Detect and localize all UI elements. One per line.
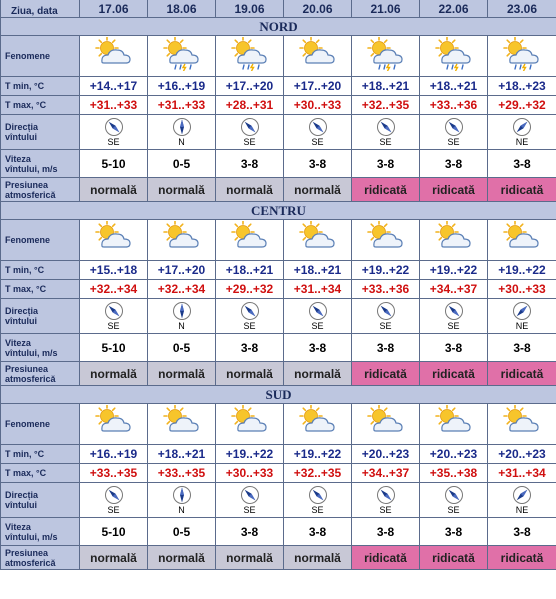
compass-se-icon — [104, 117, 124, 137]
wind-direction — [80, 301, 147, 331]
presiunea-label-line1: Presiunea — [5, 179, 49, 190]
directia-cell — [216, 299, 284, 334]
wind-direction — [216, 485, 283, 515]
cloud-sun-icon — [93, 37, 135, 71]
viteza-cell: 0-5 — [148, 334, 216, 362]
directia-label-line2: vîntului — [5, 316, 37, 326]
cloud-sun-icon — [365, 405, 407, 439]
compass-se-icon — [444, 301, 464, 321]
compass-se-icon — [376, 117, 396, 137]
wind-direction-text: SE — [379, 137, 392, 147]
compass-n-icon — [172, 485, 192, 505]
fenomene-label: Fenomene — [1, 404, 80, 445]
viteza-label-line1: Viteza — [5, 153, 31, 164]
tmin-cell: +20..+23 — [488, 445, 556, 464]
viteza-cell: 3-8 — [352, 150, 420, 178]
region-name: SUD — [1, 386, 556, 404]
cloud-sun-icon — [433, 221, 475, 255]
fenomene-cell — [284, 220, 352, 261]
compass-se-icon — [308, 301, 328, 321]
fenomene-cell — [284, 36, 352, 77]
cloud-sun-icon — [93, 405, 135, 439]
directia-cell — [284, 299, 352, 334]
viteza-cell: 0-5 — [148, 150, 216, 178]
tmax-row — [1, 280, 556, 299]
tmin-cell: +19..+22 — [488, 261, 556, 280]
fenomene-cell — [284, 404, 352, 445]
cloud-sun-icon — [229, 405, 271, 439]
viteza-label-line2: vîntului, m/s — [5, 531, 58, 542]
cloud-sun-icon — [297, 221, 339, 255]
tmin-row — [1, 77, 556, 96]
presiunea-label — [1, 178, 80, 202]
header-row — [1, 0, 556, 18]
viteza-label-line2: vîntului, m/s — [5, 347, 58, 358]
wind-direction-text: SE — [243, 505, 256, 515]
wind-direction-text: NE — [515, 321, 529, 331]
tmax-cell: +31..+34 — [284, 280, 352, 299]
presiunea-cell: normală — [216, 546, 284, 570]
directia-label-line1: Direcția — [5, 122, 39, 132]
tmax-cell: +35..+38 — [420, 464, 488, 483]
directia-label — [1, 299, 80, 334]
presiunea-cell: ridicată — [420, 546, 488, 570]
presiunea-cell: ridicată — [420, 178, 488, 202]
tmin-cell: +18..+21 — [352, 77, 420, 96]
tmin-cell: +15..+18 — [80, 261, 148, 280]
wind-direction — [352, 301, 419, 331]
fenomene-cell — [216, 220, 284, 261]
fenomene-label: Fenomene — [1, 36, 80, 77]
cloud-sun-icon — [161, 405, 203, 439]
directia-cell — [80, 299, 148, 334]
fenomene-cell — [80, 404, 148, 445]
presiunea-cell: normală — [148, 362, 216, 386]
directia-cell — [488, 299, 556, 334]
directia-cell — [148, 115, 216, 150]
date-21.06: 21.06 — [352, 0, 420, 18]
directia-cell — [488, 483, 556, 518]
viteza-cell: 3-8 — [352, 334, 420, 362]
presiunea-label-line2: atmosferică — [5, 189, 56, 200]
tmin-cell: +14..+17 — [80, 77, 148, 96]
presiunea-cell: normală — [80, 362, 148, 386]
fenomene-cell — [352, 36, 420, 77]
wind-direction — [488, 301, 556, 331]
viteza-cell: 3-8 — [216, 518, 284, 546]
tmax-cell: +32..+35 — [284, 464, 352, 483]
tmin-cell: +20..+23 — [352, 445, 420, 464]
region-row-sud — [1, 386, 556, 404]
tmax-cell: +32..+34 — [80, 280, 148, 299]
date-23.06: 23.06 — [488, 0, 556, 18]
wind-direction-text: SE — [447, 505, 460, 515]
wind-direction — [488, 485, 556, 515]
viteza-label-line1: Viteza — [5, 521, 31, 532]
fenomene-cell — [488, 404, 556, 445]
directia-cell — [420, 299, 488, 334]
viteza-cell: 3-8 — [488, 334, 556, 362]
tmax-cell: +30..+33 — [284, 96, 352, 115]
date-17.06: 17.06 — [80, 0, 148, 18]
region-row-nord — [1, 18, 556, 36]
tmin-cell: +18..+21 — [420, 77, 488, 96]
wind-direction — [352, 485, 419, 515]
presiunea-cell: ridicată — [488, 178, 556, 202]
tmin-label: T min, °C — [1, 77, 80, 96]
directia-cell — [148, 299, 216, 334]
directia-cell — [284, 483, 352, 518]
fenomene-cell — [420, 404, 488, 445]
presiunea-cell: ridicată — [352, 362, 420, 386]
directia-label-line1: Direcția — [5, 490, 39, 500]
presiunea-cell: normală — [284, 178, 352, 202]
presiunea-cell: ridicată — [352, 546, 420, 570]
presiunea-cell: normală — [284, 362, 352, 386]
viteza-cell: 3-8 — [488, 150, 556, 178]
viteza-row — [1, 150, 556, 178]
presiunea-cell: normală — [216, 178, 284, 202]
presiunea-cell: normală — [216, 362, 284, 386]
wind-direction — [488, 117, 556, 147]
tmin-cell: +19..+22 — [352, 261, 420, 280]
wind-direction-text: NE — [515, 137, 529, 147]
wind-direction — [284, 301, 351, 331]
compass-se-icon — [240, 117, 260, 137]
directia-label — [1, 115, 80, 150]
wind-direction — [148, 485, 215, 515]
presiunea-cell: ridicată — [488, 362, 556, 386]
tmin-label: T min, °C — [1, 261, 80, 280]
presiunea-label-line1: Presiunea — [5, 547, 49, 558]
tmax-cell: +32..+35 — [352, 96, 420, 115]
directia-cell — [420, 483, 488, 518]
presiunea-cell: ridicată — [352, 178, 420, 202]
fenomene-cell — [216, 404, 284, 445]
tmin-cell: +17..+20 — [284, 77, 352, 96]
compass-se-icon — [376, 301, 396, 321]
directia-cell — [284, 115, 352, 150]
wind-direction — [420, 485, 487, 515]
presiunea-label-line2: atmosferică — [5, 373, 56, 384]
directia-cell — [352, 483, 420, 518]
fenomene-cell — [352, 220, 420, 261]
viteza-cell: 3-8 — [488, 518, 556, 546]
cloud-sun-rain-thunder-icon — [229, 37, 271, 71]
wind-direction-text: NE — [515, 505, 529, 515]
viteza-cell: 3-8 — [216, 334, 284, 362]
compass-se-icon — [240, 301, 260, 321]
cloud-sun-rain-thunder-icon — [501, 37, 543, 71]
tmin-cell: +17..+20 — [148, 261, 216, 280]
compass-se-icon — [444, 117, 464, 137]
wind-direction-text: SE — [243, 321, 256, 331]
presiunea-row — [1, 362, 556, 386]
tmax-cell: +33..+35 — [80, 464, 148, 483]
viteza-cell: 0-5 — [148, 518, 216, 546]
viteza-row — [1, 334, 556, 362]
wind-direction-text: SE — [311, 321, 324, 331]
cloud-sun-rain-thunder-icon — [433, 37, 475, 71]
wind-direction — [420, 117, 487, 147]
directia-row — [1, 483, 556, 518]
directia-label — [1, 483, 80, 518]
wind-direction — [420, 301, 487, 331]
tmin-cell: +18..+21 — [284, 261, 352, 280]
region-name: NORD — [1, 18, 556, 36]
tmin-label: T min, °C — [1, 445, 80, 464]
presiunea-label-line2: atmosferică — [5, 557, 56, 568]
tmax-cell: +34..+37 — [352, 464, 420, 483]
compass-se-icon — [240, 485, 260, 505]
tmax-cell: +28..+31 — [216, 96, 284, 115]
tmin-row — [1, 261, 556, 280]
tmin-cell: +18..+21 — [148, 445, 216, 464]
fenomene-cell — [80, 220, 148, 261]
wind-direction — [216, 117, 283, 147]
wind-direction-text: SE — [107, 505, 120, 515]
cloud-sun-icon — [501, 221, 543, 255]
wind-direction — [148, 301, 215, 331]
wind-direction — [284, 485, 351, 515]
tmin-cell: +19..+22 — [216, 445, 284, 464]
viteza-cell: 5-10 — [80, 334, 148, 362]
compass-se-icon — [308, 117, 328, 137]
compass-ne-icon — [512, 485, 532, 505]
fenomene-cell — [420, 220, 488, 261]
tmax-label: T max, °C — [1, 280, 80, 299]
wind-direction-text: SE — [107, 321, 120, 331]
tmax-cell: +29..+32 — [488, 96, 556, 115]
tmax-cell: +30..+33 — [488, 280, 556, 299]
viteza-cell: 3-8 — [420, 518, 488, 546]
fenomene-row — [1, 36, 556, 77]
directia-cell — [80, 115, 148, 150]
wind-direction-text: N — [178, 137, 185, 147]
viteza-cell: 3-8 — [284, 150, 352, 178]
tmax-cell: +31..+33 — [80, 96, 148, 115]
tmin-cell: +16..+19 — [148, 77, 216, 96]
wind-direction — [80, 485, 147, 515]
compass-ne-icon — [512, 301, 532, 321]
wind-direction-text: SE — [447, 321, 460, 331]
presiunea-cell: normală — [80, 546, 148, 570]
tmax-cell: +30..+33 — [216, 464, 284, 483]
viteza-label-line2: vîntului, m/s — [5, 163, 58, 174]
tmax-cell: +32..+34 — [148, 280, 216, 299]
cloud-sun-rain-thunder-icon — [365, 37, 407, 71]
region-row-centru — [1, 202, 556, 220]
tmax-row — [1, 464, 556, 483]
cloud-sun-icon — [365, 221, 407, 255]
presiunea-cell: normală — [284, 546, 352, 570]
compass-n-icon — [172, 117, 192, 137]
presiunea-row — [1, 178, 556, 202]
tmin-cell: +16..+19 — [80, 445, 148, 464]
region-name: CENTRU — [1, 202, 556, 220]
fenomene-cell — [148, 404, 216, 445]
tmin-cell: +19..+22 — [420, 261, 488, 280]
viteza-cell: 3-8 — [420, 150, 488, 178]
viteza-cell: 5-10 — [80, 150, 148, 178]
wind-direction — [216, 301, 283, 331]
presiunea-label-line1: Presiunea — [5, 363, 49, 374]
tmax-row — [1, 96, 556, 115]
directia-cell — [352, 115, 420, 150]
tmax-label: T max, °C — [1, 96, 80, 115]
compass-ne-icon — [512, 117, 532, 137]
viteza-label — [1, 334, 80, 362]
viteza-cell: 3-8 — [216, 150, 284, 178]
fenomene-cell — [352, 404, 420, 445]
wind-direction-text: SE — [107, 137, 120, 147]
presiunea-label — [1, 362, 80, 386]
wind-direction — [352, 117, 419, 147]
wind-direction — [284, 117, 351, 147]
viteza-cell: 5-10 — [80, 518, 148, 546]
fenomene-row — [1, 220, 556, 261]
tmin-cell: +18..+21 — [216, 261, 284, 280]
directia-cell — [216, 115, 284, 150]
fenomene-cell — [420, 36, 488, 77]
cloud-sun-icon — [297, 405, 339, 439]
cloud-sun-icon — [501, 405, 543, 439]
viteza-cell: 3-8 — [284, 518, 352, 546]
fenomene-cell — [488, 36, 556, 77]
wind-direction-text: SE — [379, 321, 392, 331]
directia-label-line2: vîntului — [5, 132, 37, 142]
date-19.06: 19.06 — [216, 0, 284, 18]
tmin-cell: +18..+23 — [488, 77, 556, 96]
tmax-label: T max, °C — [1, 464, 80, 483]
directia-cell — [148, 483, 216, 518]
compass-se-icon — [308, 485, 328, 505]
wind-direction-text: SE — [447, 137, 460, 147]
viteza-label — [1, 150, 80, 178]
cloud-sun-icon — [433, 405, 475, 439]
viteza-cell: 3-8 — [420, 334, 488, 362]
cloud-sun-icon — [229, 221, 271, 255]
fenomene-cell — [148, 220, 216, 261]
wind-direction — [80, 117, 147, 147]
tmax-cell: +31..+34 — [488, 464, 556, 483]
directia-cell — [420, 115, 488, 150]
directia-cell — [352, 299, 420, 334]
viteza-cell: 3-8 — [352, 518, 420, 546]
cloud-sun-icon — [161, 221, 203, 255]
directia-cell — [488, 115, 556, 150]
tmax-cell: +33..+35 — [148, 464, 216, 483]
wind-direction-text: N — [178, 505, 185, 515]
wind-direction-text: N — [178, 321, 185, 331]
presiunea-label — [1, 546, 80, 570]
tmin-row — [1, 445, 556, 464]
compass-se-icon — [376, 485, 396, 505]
header-label: Ziua, data — [1, 0, 80, 18]
tmax-cell: +31..+33 — [148, 96, 216, 115]
directia-cell — [80, 483, 148, 518]
wind-direction — [148, 117, 215, 147]
fenomene-cell — [148, 36, 216, 77]
directia-label-line1: Direcția — [5, 306, 39, 316]
cloud-sun-rain-thunder-icon — [161, 37, 203, 71]
directia-row — [1, 299, 556, 334]
directia-row — [1, 115, 556, 150]
tmax-cell: +29..+32 — [216, 280, 284, 299]
viteza-label — [1, 518, 80, 546]
compass-n-icon — [172, 301, 192, 321]
tmin-cell: +17..+20 — [216, 77, 284, 96]
cloud-sun-icon — [297, 37, 339, 71]
fenomene-label: Fenomene — [1, 220, 80, 261]
presiunea-cell: normală — [80, 178, 148, 202]
tmin-cell: +20..+23 — [420, 445, 488, 464]
compass-se-icon — [104, 301, 124, 321]
tmax-cell: +33..+36 — [420, 96, 488, 115]
fenomene-cell — [80, 36, 148, 77]
directia-label-line2: vîntului — [5, 500, 37, 510]
fenomene-row — [1, 404, 556, 445]
tmax-cell: +33..+36 — [352, 280, 420, 299]
wind-direction-text: SE — [311, 137, 324, 147]
viteza-cell: 3-8 — [284, 334, 352, 362]
fenomene-cell — [488, 220, 556, 261]
presiunea-cell: normală — [148, 546, 216, 570]
wind-direction-text: SE — [379, 505, 392, 515]
fenomene-cell — [216, 36, 284, 77]
presiunea-row — [1, 546, 556, 570]
date-22.06: 22.06 — [420, 0, 488, 18]
presiunea-cell: ridicată — [420, 362, 488, 386]
date-18.06: 18.06 — [148, 0, 216, 18]
tmax-cell: +34..+37 — [420, 280, 488, 299]
presiunea-cell: ridicată — [488, 546, 556, 570]
wind-direction-text: SE — [243, 137, 256, 147]
presiunea-cell: normală — [148, 178, 216, 202]
compass-se-icon — [104, 485, 124, 505]
cloud-sun-icon — [93, 221, 135, 255]
viteza-row — [1, 518, 556, 546]
directia-cell — [216, 483, 284, 518]
date-20.06: 20.06 — [284, 0, 352, 18]
viteza-label-line1: Viteza — [5, 337, 31, 348]
wind-direction-text: SE — [311, 505, 324, 515]
tmin-cell: +19..+22 — [284, 445, 352, 464]
compass-se-icon — [444, 485, 464, 505]
